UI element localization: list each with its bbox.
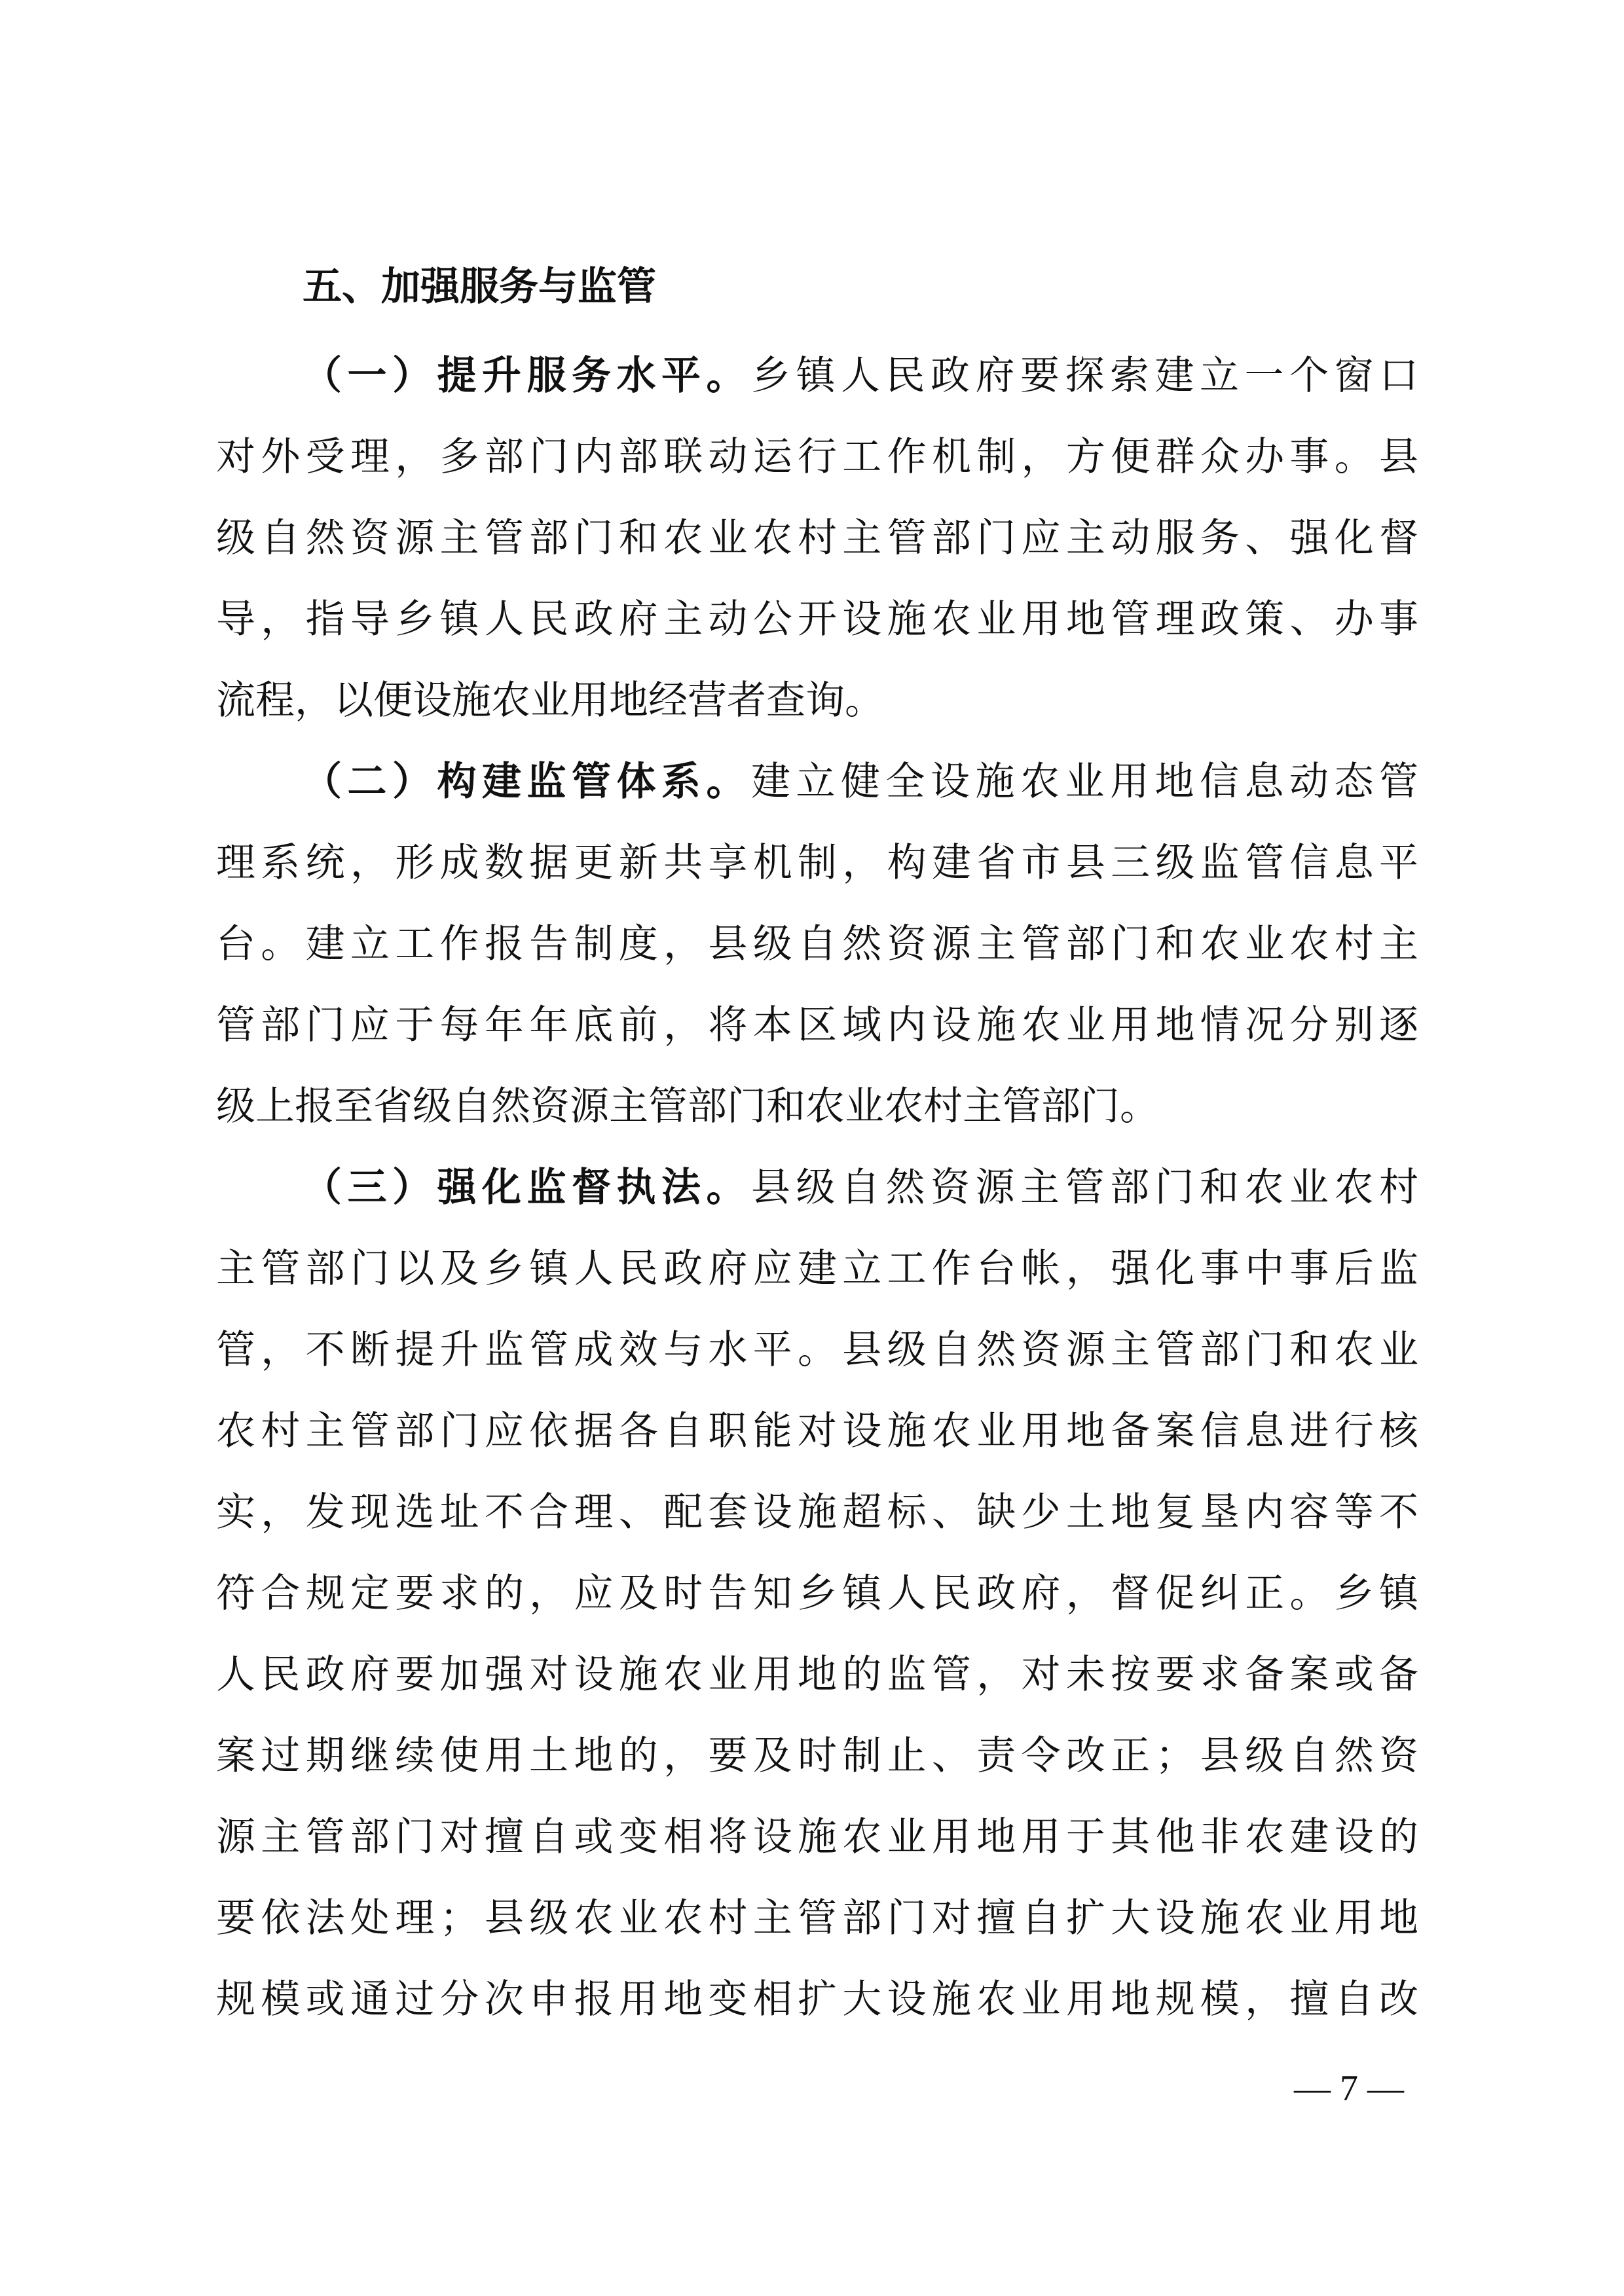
paragraph-3-line-1 [216, 1161, 1418, 1214]
paragraph-2-line-1-text: 建立健全设施农业用地信息动态管 [751, 759, 1418, 805]
section-heading: 五、加强服务与监管 [303, 264, 656, 310]
paragraph-3-line-3: 管，不断提升监管成效与水平。县级自然资源主管部门和农业 [216, 1327, 1418, 1373]
paragraph-3-line-4: 农村主管部门应依据各自职能对设施农业用地备案信息进行核 [216, 1408, 1418, 1454]
page-number: — 7 — [1294, 2068, 1404, 2109]
paragraph-3-line-11: 规模或通过分次申报用地变相扩大设施农业用地规模，擅自改 [216, 1977, 1418, 2022]
paragraph-2-lead: （二）构建监管体系。 [303, 759, 751, 805]
paragraph-2-line-3: 台。建立工作报告制度，县级自然资源主管部门和农业农村主 [216, 921, 1418, 967]
paragraph-3-line-10: 要依法处理；县级农业农村主管部门对擅自扩大设施农业用地 [216, 1895, 1418, 1941]
paragraph-1-line-5: 流程，以便设施农业用地经营者查询。 [216, 678, 884, 723]
paragraph-1-line-1-text: 乡镇人民政府要探索建立一个窗口 [751, 353, 1418, 399]
paragraph-1-line-4: 导，指导乡镇人民政府主动公开设施农业用地管理政策、办事 [216, 596, 1418, 642]
paragraph-3-line-6: 符合规定要求的，应及时告知乡镇人民政府，督促纠正。乡镇 [216, 1571, 1418, 1616]
paragraph-2-line-1 [216, 756, 1418, 808]
paragraph-3-line-5: 实，发现选址不合理、配套设施超标、缺少土地复垦内容等不 [216, 1489, 1418, 1535]
paragraph-2-line-2: 理系统，形成数据更新共享机制，构建省市县三级监管信息平 [216, 840, 1418, 886]
paragraph-3-line-1-text: 县级自然资源主管部门和农业农村 [751, 1165, 1418, 1211]
paragraph-1-line-3: 级自然资源主管部门和农业农村主管部门应主动服务、强化督 [216, 515, 1418, 561]
paragraph-3-line-8: 案过期继续使用土地的，要及时制止、责令改正；县级自然资 [216, 1733, 1418, 1779]
paragraph-2-line-4: 管部门应于每年年底前，将本区域内设施农业用地情况分别逐 [216, 1002, 1418, 1048]
paragraph-1-lead: （一）提升服务水平。 [303, 353, 751, 399]
paragraph-3-line-9: 源主管部门对擅自或变相将设施农业用地用于其他非农建设的 [216, 1814, 1418, 1860]
paragraph-1-line-2: 对外受理，多部门内部联动运行工作机制，方便群众办事。县 [216, 434, 1418, 480]
paragraph-3-line-7: 人民政府要加强对设施农业用地的监管，对未按要求备案或备 [216, 1652, 1418, 1698]
paragraph-1-line-1 [216, 350, 1418, 402]
paragraph-3-lead: （三）强化监督执法。 [303, 1165, 751, 1211]
paragraph-2-line-5: 级上报至省级自然资源主管部门和农业农村主管部门。 [216, 1084, 1159, 1129]
paragraph-3-line-2: 主管部门以及乡镇人民政府应建立工作台帐，强化事中事后监 [216, 1246, 1418, 1292]
